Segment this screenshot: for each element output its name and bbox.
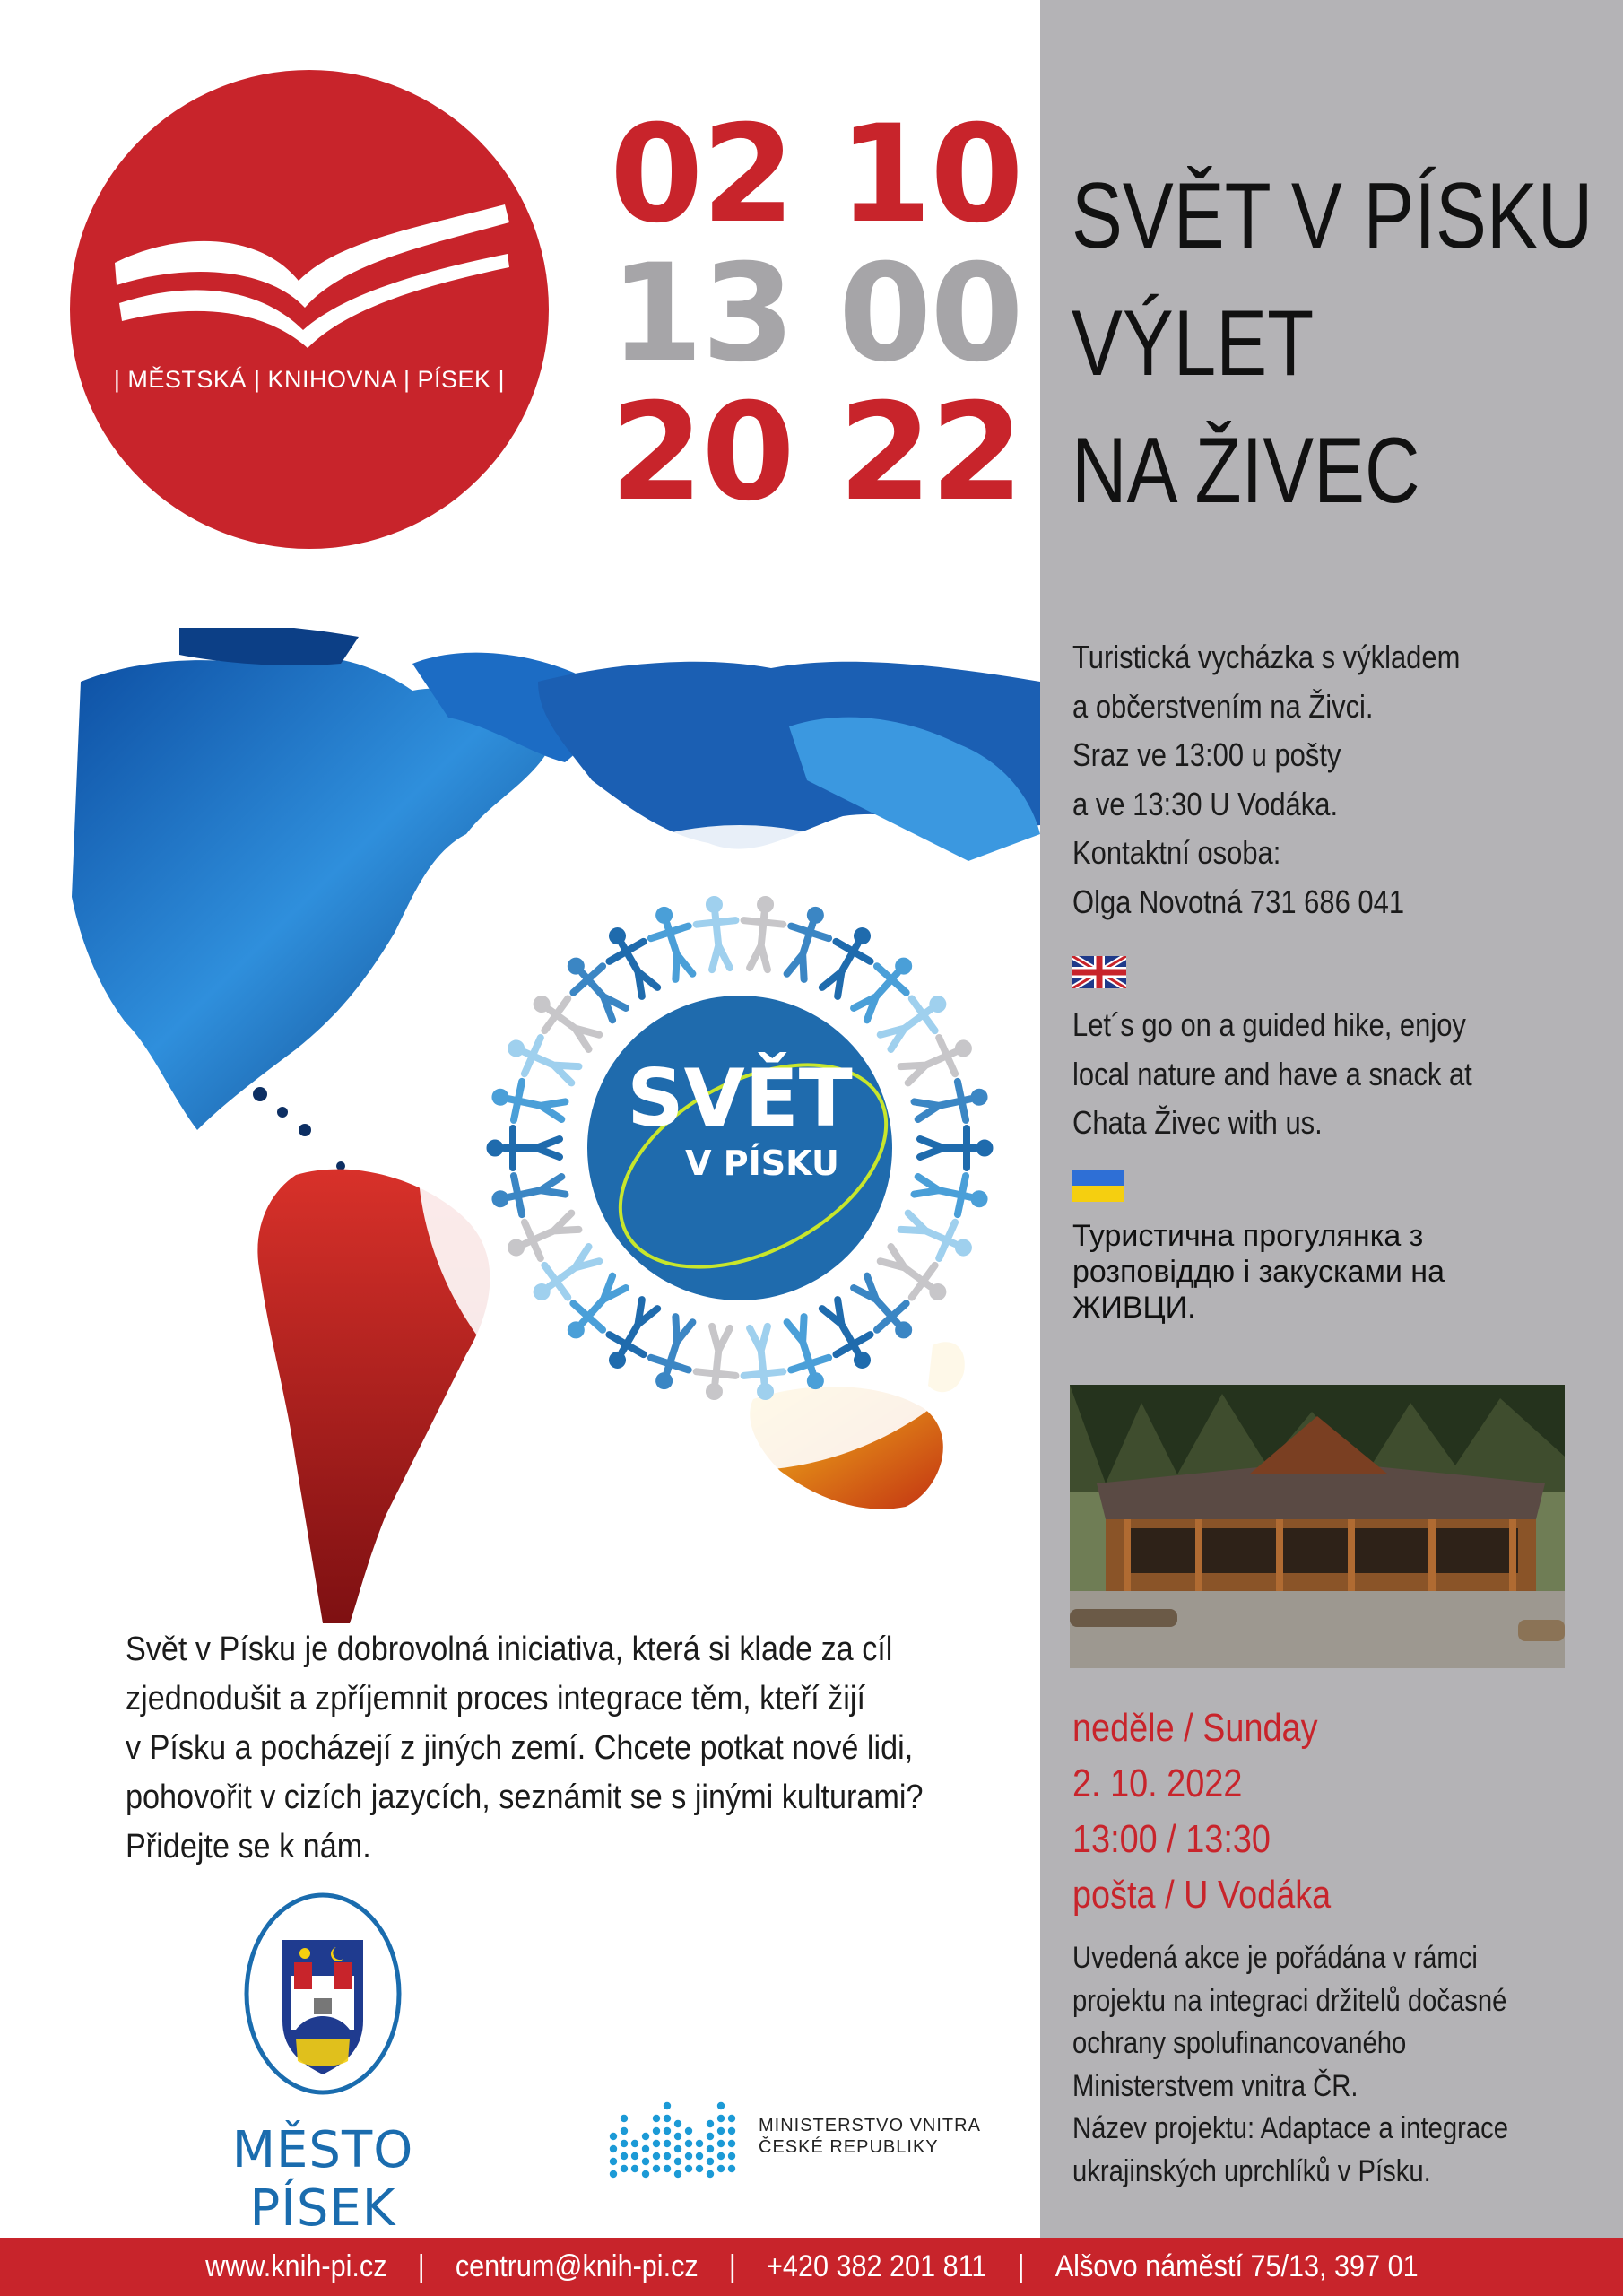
footer-website-link[interactable]: www.knih-pi.cz (204, 2249, 387, 2283)
footer-separator: | (728, 2249, 736, 2283)
event-place: pošta / U Vodáka (1072, 1873, 1332, 1917)
text-line: Svět v Písku je dobrovolná iniciativa, která si klade za cíl (126, 1631, 893, 1668)
text-line: Ministerstvem vnitra ČR. (1072, 2068, 1358, 2103)
cabin-photo (1070, 1385, 1565, 1668)
title-line: VÝLET (1072, 291, 1315, 396)
footer-address: Alšovo náměstí 75/13, 397 01 (1055, 2249, 1419, 2283)
open-book-icon (106, 196, 518, 348)
text-line: ЖИВЦИ. (1072, 1291, 1196, 1325)
text-line: Туристична прогулянка з (1072, 1219, 1424, 1253)
text-line: Uvedená akce je pořádána v rámci (1072, 1941, 1478, 1975)
project-note (1072, 1937, 1550, 2193)
city-name: MĚSTO PÍSEK (231, 2121, 414, 2238)
ukraine-flag-icon (1072, 1170, 1124, 1202)
event-day: neděle / Sunday (1072, 1706, 1318, 1750)
text-line: ochrany spolufinancovaného (1072, 2026, 1407, 2060)
ministry-line: ČESKÉ REPUBLIKY (759, 2137, 939, 2157)
text-line: a ve 13:30 U Vodáka. (1072, 785, 1339, 822)
footer-separator: | (417, 2249, 425, 2283)
text-line: розповіддю і закусками на (1072, 1255, 1445, 1289)
footer-email-link[interactable]: centrum@knih-pi.cz (455, 2249, 699, 2283)
date-time: 13 00 (610, 236, 1022, 392)
text-line: Olga Novotná 731 686 041 (1072, 883, 1405, 920)
uk-flag-icon (1072, 956, 1126, 988)
library-logo (70, 70, 549, 549)
text-line: v Písku a pocházejí z jiných zemí. Chcete potkat nové lidi, (126, 1729, 914, 1767)
event-time: 13:00 / 13:30 (1072, 1817, 1271, 1861)
footer-separator: | (1017, 2249, 1025, 2283)
text-line: projektu na integraci držitelů dočasné (1072, 1983, 1507, 2018)
english-description (1072, 1001, 1535, 1148)
text-line: Přidejte se k nám. (126, 1828, 371, 1866)
text-line: Chata Živec with us. (1072, 1104, 1323, 1141)
event-date: 2. 10. 2022 (1072, 1761, 1243, 1805)
text-line: ukrajinských uprchlíků v Písku. (1072, 2153, 1431, 2188)
footer-bar (0, 2238, 1623, 2296)
badge-main-text: SVĚT (627, 1052, 853, 1144)
intro-paragraph (126, 1625, 924, 1872)
event-info (1072, 1700, 1535, 1923)
date-year: 20 22 (610, 375, 1022, 531)
ministry-logo-text (759, 2115, 1028, 2158)
text-line: local nature and have a snack at (1072, 1055, 1472, 1092)
title-line: SVĚT V PÍSKU (1072, 164, 1593, 268)
city-crest-logo (242, 1891, 404, 2097)
date-day-month: 02 10 (610, 97, 1022, 253)
text-line: Turistická vycházka s výkladem (1072, 639, 1461, 675)
text-line: zjednodušit a zpříjemnit proces integrace těm, kteří žijí (126, 1680, 865, 1718)
text-line: pohovořit v cizích jazycích, seznámit se s jinými kulturami? (126, 1779, 924, 1816)
ukrainian-description (1072, 1218, 1575, 1326)
text-line: Kontaktní osoba: (1072, 834, 1281, 871)
czech-description (1072, 633, 1535, 926)
world-map-illustration (72, 628, 1040, 1632)
ministry-line: MINISTERSTVO VNITRA (759, 2116, 981, 2135)
library-logo-text: | MĚSTSKÁ | KNIHOVNA | PÍSEK | (113, 366, 506, 393)
footer-phone[interactable]: +420 382 201 811 (766, 2249, 987, 2283)
text-line: Název projektu: Adaptace a integrace (1072, 2111, 1509, 2145)
badge-sub-text: V PÍSKU (685, 1144, 839, 1183)
page-title (1072, 152, 1593, 535)
text-line: Let´s go on a guided hike, enjoy (1072, 1006, 1466, 1043)
title-line: NA ŽIVEC (1072, 419, 1420, 523)
ministry-logo-icon (606, 2075, 741, 2183)
text-line: a občerstvením na Živci. (1072, 687, 1374, 725)
text-line: Sraz ve 13:00 u pošty (1072, 736, 1341, 773)
